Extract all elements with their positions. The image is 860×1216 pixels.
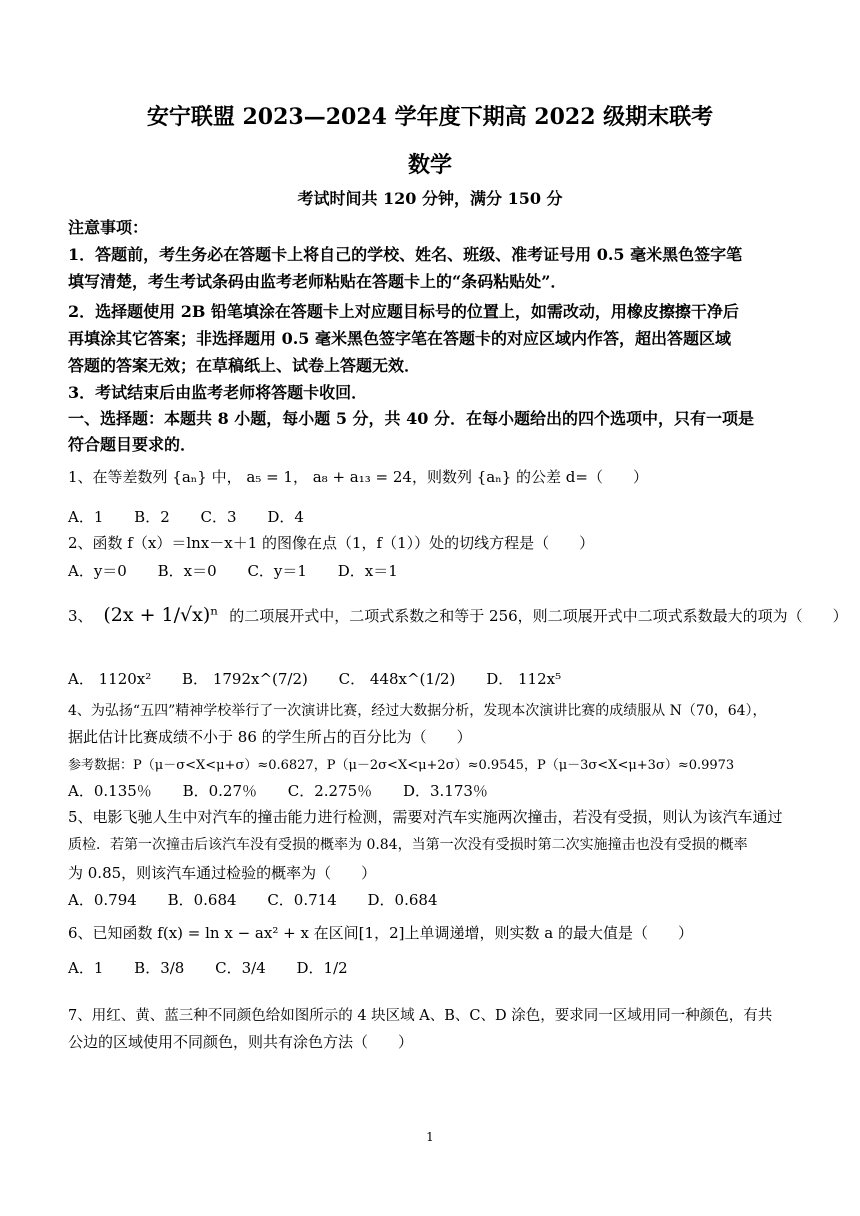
q5-option-b: B．0.684 <box>167 891 237 909</box>
q3-option-b: B． 1792x^(7/2) <box>182 670 308 688</box>
section-heading-2: 符合题目要求的． <box>68 435 197 454</box>
q3-option-a: A． 1120x² <box>68 670 152 688</box>
q3-options <box>68 668 587 689</box>
q5-line3: 为 0.85，则该汽车通过检验的概率为（ ） <box>68 864 377 882</box>
q1-options <box>68 506 330 527</box>
note-3: 3．考试结束后由监考老师将答题卡收回． <box>68 383 368 402</box>
q1-option-a: A．1 <box>68 508 104 526</box>
q3-stem-line <box>68 604 848 626</box>
page-number: 1 <box>426 1130 434 1144</box>
q5-line2: 质检．若第一次撞击后该汽车没有受损的概率为 0.84，当第一次没有受损时第二次实施撞击也没有受损的概率 <box>68 837 748 853</box>
q4-line2: 据此估计比赛成绩不小于 86 的学生所占的百分比为（ ） <box>68 728 472 746</box>
q4-option-d: D．3.173％ <box>402 782 488 800</box>
q4-line1: 4、为弘扬“五四”精神学校举行了一次演讲比赛，经过大数据分析，发现本次演讲比赛的成绩服从 N（70，64）， <box>68 703 767 719</box>
q3-expression: (2x + 1/√x)ⁿ <box>103 604 219 626</box>
q3-option-c: C． 448x^(1/2) <box>338 670 456 688</box>
q6-option-b: B．3/8 <box>134 959 185 977</box>
subject-title: 数学 <box>407 152 452 178</box>
q6-option-d: D．1/2 <box>296 959 348 977</box>
notes-heading: 注意事项： <box>68 218 149 237</box>
q4-option-c: C．2.275％ <box>287 782 373 800</box>
q2-option-b: B．x＝0 <box>157 562 217 580</box>
q6-option-a: A．1 <box>68 959 104 977</box>
exam-info: 考试时间共 120 分钟，满分 150 分 <box>297 189 563 208</box>
note-1b: 填写清楚，考生考试条码由监考老师粘贴在答题卡上的“条码粘贴处”． <box>68 272 567 291</box>
q1-option-d: D．4 <box>267 508 304 526</box>
q2-stem: 2、函数 f（x）＝lnx－x＋1 的图像在点（1，f（1））处的切线方程是（ ） <box>68 534 595 552</box>
q4-option-a: A．0.135％ <box>68 782 152 800</box>
q6-options <box>68 957 374 978</box>
q7-line2: 公边的区域使用不同颜色，则共有涂色方法（ ） <box>68 1033 414 1051</box>
q2-option-c: C．y＝1 <box>247 562 307 580</box>
q3-option-d: D． 112x⁵ <box>486 670 562 688</box>
section-heading-1: 一、选择题：本题共 8 小题，每小题 5 分，共 40 分．在每小题给出的四个选项中，只有一项是 <box>68 409 754 428</box>
q6-stem: 6、已知函数 f(x) = ln x − ax² + x 在区间[1，2]上单调递增，则实数 a 的最大值是（ ） <box>68 924 693 942</box>
q4-reference: 参考数据：P（μ－σ<X<μ+σ）≈0.6827，P（μ－2σ<X<μ+2σ）≈0.9545，P（μ－3σ<X<μ+3σ）≈0.9973 <box>68 758 735 773</box>
q4-option-b: B．0.27％ <box>182 782 257 800</box>
exam-title: 安宁联盟 2023—2024 学年度下期高 2022 级期末联考 <box>146 104 714 130</box>
q2-option-d: D．x＝1 <box>337 562 398 580</box>
q5-option-a: A．0.794 <box>68 891 137 909</box>
note-2a: 2．选择题使用 2B 铅笔填涂在答题卡上对应题目标号的位置上，如需改动，用橡皮擦擦干净后 <box>68 302 739 321</box>
q3-prefix: 3、 <box>68 607 93 625</box>
q1-stem: 1、在等差数列 {aₙ} 中， a₅ = 1， a₈ + a₁₃ = 24，则数列 {aₙ} 的公差 d=（ ） <box>68 468 648 486</box>
q7-line1: 7、用红、黄、蓝三种不同颜色给如图所示的 4 块区域 A、B、C、D 涂色，要求同一区域用同一种颜色，有共 <box>68 1008 773 1024</box>
q6-option-c: C．3/4 <box>215 959 266 977</box>
q4-options <box>68 780 514 801</box>
q5-option-c: C．0.714 <box>267 891 337 909</box>
q3-stem: 的二项展开式中，二项式系数之和等于 256，则二项展开式中二项式系数最大的项为（ ） <box>229 607 848 625</box>
q1-option-c: C．3 <box>200 508 237 526</box>
note-1a: 1．答题前，考生务必在答题卡上将自己的学校、姓名、班级、准考证号用 0.5 毫米黑色签字笔 <box>68 245 743 264</box>
q1-option-b: B．2 <box>134 508 170 526</box>
q2-options <box>68 560 424 581</box>
q5-option-d: D．0.684 <box>367 891 438 909</box>
note-2c: 答题的答案无效；在草稿纸上、试卷上答题无效． <box>68 356 421 375</box>
q5-line1: 5、电影飞驰人生中对汽车的撞击能力进行检测，需要对汽车实施两次撞击，若没有受损，则认为该汽车通过 <box>68 808 783 826</box>
q5-options <box>68 889 463 910</box>
note-2b: 再填涂其它答案；非选择题用 0.5 毫米黑色签字笔在答题卡的对应区域内作答，超出答题区域 <box>68 329 731 348</box>
q2-option-a: A．y＝0 <box>68 562 127 580</box>
